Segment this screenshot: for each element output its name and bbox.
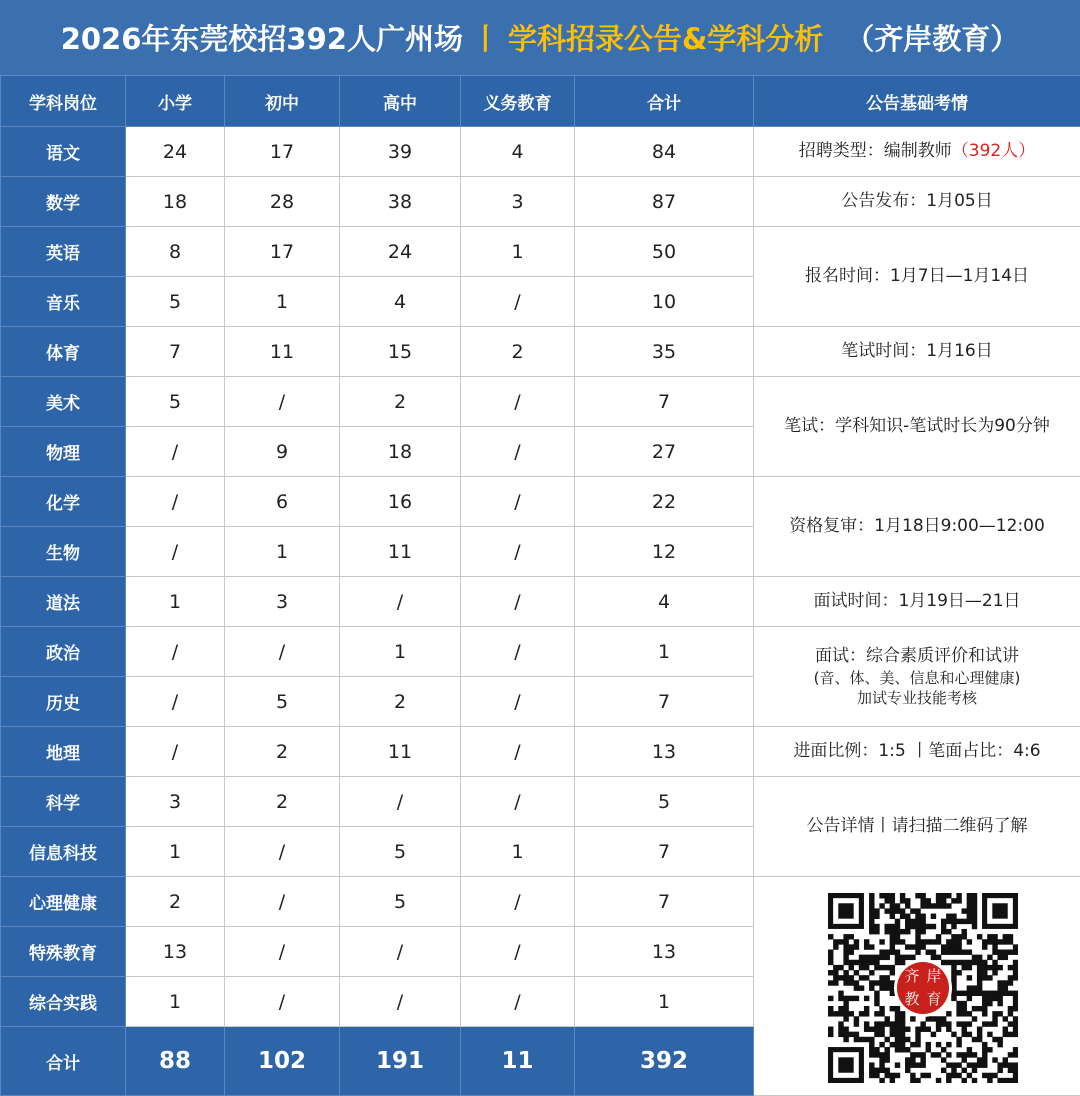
qr-code[interactable] — [828, 893, 1018, 1083]
value-cell: 22 — [575, 477, 754, 527]
qr-logo-char: 教 — [904, 990, 919, 1008]
value-cell: 18 — [126, 177, 225, 227]
total-primary: 88 — [126, 1027, 225, 1096]
value-cell: 24 — [340, 227, 461, 277]
info-recruit-type — [754, 127, 1080, 177]
subject-cell: 道法 — [1, 577, 126, 627]
value-cell: 7 — [126, 327, 225, 377]
value-cell: / — [126, 527, 225, 577]
value-cell: / — [340, 577, 461, 627]
table-row — [1, 227, 1080, 277]
value-cell: 1 — [126, 577, 225, 627]
subject-cell: 数学 — [1, 177, 126, 227]
qr-logo-char: 岸 — [926, 967, 941, 985]
table-row — [1, 327, 1080, 377]
value-cell: 5 — [126, 377, 225, 427]
subject-cell: 美术 — [1, 377, 126, 427]
value-cell: 2 — [340, 677, 461, 727]
value-cell: 1 — [126, 827, 225, 877]
value-cell: 7 — [575, 677, 754, 727]
qr-logo-char: 齐 — [904, 967, 919, 985]
subject-cell: 体育 — [1, 327, 126, 377]
value-cell: 13 — [575, 927, 754, 977]
value-cell: 18 — [340, 427, 461, 477]
value-cell: / — [126, 477, 225, 527]
subject-cell: 特殊教育 — [1, 927, 126, 977]
info-details: 公告详情丨请扫描二维码了解 — [754, 777, 1080, 877]
value-cell: 1 — [340, 627, 461, 677]
value-cell: 39 — [340, 127, 461, 177]
subject-cell: 历史 — [1, 677, 126, 727]
table-row — [1, 377, 1080, 427]
qr-logo-char: 育 — [926, 990, 941, 1008]
value-cell: / — [461, 427, 575, 477]
title-highlight: 学科招录公告&学科分析 — [508, 17, 823, 58]
value-cell: 28 — [225, 177, 340, 227]
qr-code-icon — [828, 893, 1018, 1083]
value-cell: 2 — [225, 777, 340, 827]
table-row — [1, 577, 1080, 627]
subject-cell: 政治 — [1, 627, 126, 677]
header-subject: 学科岗位 — [1, 76, 126, 127]
value-cell: / — [126, 427, 225, 477]
value-cell: 2 — [126, 877, 225, 927]
subject-cell: 信息科技 — [1, 827, 126, 877]
total-all: 392 — [575, 1027, 754, 1096]
value-cell: / — [225, 627, 340, 677]
value-cell: 2 — [461, 327, 575, 377]
value-cell: 6 — [225, 477, 340, 527]
table-row — [1, 477, 1080, 527]
value-cell: 7 — [575, 377, 754, 427]
total-senior: 191 — [340, 1027, 461, 1096]
info-interview-line3: 加试专业技能考核 — [754, 688, 1080, 708]
value-cell: 4 — [340, 277, 461, 327]
value-cell: / — [126, 727, 225, 777]
value-cell: 87 — [575, 177, 754, 227]
value-cell: 5 — [126, 277, 225, 327]
value-cell: 13 — [575, 727, 754, 777]
value-cell: 24 — [126, 127, 225, 177]
value-cell: 12 — [575, 527, 754, 577]
table-header-row — [1, 76, 1080, 127]
value-cell: / — [461, 277, 575, 327]
table-row — [1, 177, 1080, 227]
value-cell: 1 — [575, 627, 754, 677]
value-cell: 13 — [126, 927, 225, 977]
title-separator: 丨 — [471, 17, 500, 58]
value-cell: / — [225, 927, 340, 977]
value-cell: / — [461, 877, 575, 927]
value-cell: 1 — [225, 527, 340, 577]
subject-cell: 地理 — [1, 727, 126, 777]
value-cell: 50 — [575, 227, 754, 277]
header-primary: 小学 — [126, 76, 225, 127]
value-cell: 3 — [126, 777, 225, 827]
value-cell: 1 — [461, 227, 575, 277]
subject-cell: 英语 — [1, 227, 126, 277]
value-cell: 1 — [126, 977, 225, 1027]
subject-cell: 生物 — [1, 527, 126, 577]
info-interview-line2: (音、体、美、信息和心理健康) — [754, 668, 1080, 688]
info-type-label: 招聘类型：编制教师 — [799, 141, 952, 161]
header-info: 公告基础考情 — [754, 76, 1080, 127]
value-cell: 17 — [225, 227, 340, 277]
table-row — [1, 127, 1080, 177]
value-cell: / — [461, 727, 575, 777]
value-cell: 16 — [340, 477, 461, 527]
info-exam-content: 笔试：学科知识-笔试时长为90分钟 — [754, 377, 1080, 477]
value-cell: 5 — [575, 777, 754, 827]
title-org: （齐岸教育） — [845, 17, 1019, 58]
value-cell: 11 — [225, 327, 340, 377]
header-compulsory: 义务教育 — [461, 76, 575, 127]
info-exam-time: 笔试时间：1月16日 — [754, 327, 1080, 377]
title-main: 2026年东莞校招392人广州场 — [61, 17, 463, 58]
value-cell: 4 — [575, 577, 754, 627]
value-cell: 35 — [575, 327, 754, 377]
subject-cell: 物理 — [1, 427, 126, 477]
value-cell: / — [461, 627, 575, 677]
info-publish: 公告发布：1月05日 — [754, 177, 1080, 227]
value-cell: / — [461, 577, 575, 627]
info-ratio: 进面比例：1:5 丨笔面占比：4:6 — [754, 727, 1080, 777]
subject-cell: 综合实践 — [1, 977, 126, 1027]
value-cell: 8 — [126, 227, 225, 277]
info-interview-line1: 面试：综合素质评价和试讲 — [754, 645, 1080, 668]
header-total: 合计 — [575, 76, 754, 127]
subject-cell: 化学 — [1, 477, 126, 527]
value-cell: / — [340, 777, 461, 827]
value-cell: 7 — [575, 877, 754, 927]
value-cell: 1 — [225, 277, 340, 327]
value-cell: / — [340, 927, 461, 977]
subject-cell: 心理健康 — [1, 877, 126, 927]
subject-cell: 科学 — [1, 777, 126, 827]
table-row — [1, 727, 1080, 777]
value-cell: 1 — [461, 827, 575, 877]
table-row — [1, 777, 1080, 827]
page-title — [0, 0, 1080, 75]
totals-label: 合计 — [1, 1027, 126, 1096]
value-cell: 10 — [575, 277, 754, 327]
value-cell: / — [126, 677, 225, 727]
value-cell: / — [225, 977, 340, 1027]
value-cell: / — [461, 677, 575, 727]
info-review: 资格复审：1月18日9:00—12:00 — [754, 477, 1080, 577]
value-cell: 2 — [225, 727, 340, 777]
value-cell: 3 — [225, 577, 340, 627]
value-cell: 11 — [340, 727, 461, 777]
value-cell: 38 — [340, 177, 461, 227]
value-cell: 2 — [340, 377, 461, 427]
value-cell: / — [225, 877, 340, 927]
value-cell: 84 — [575, 127, 754, 177]
value-cell: / — [461, 527, 575, 577]
info-signup: 报名时间：1月7日—1月14日 — [754, 227, 1080, 327]
value-cell: 5 — [225, 677, 340, 727]
value-cell: / — [461, 777, 575, 827]
value-cell: / — [461, 927, 575, 977]
value-cell: 17 — [225, 127, 340, 177]
table-row — [1, 627, 1080, 677]
value-cell: 1 — [575, 977, 754, 1027]
value-cell: 27 — [575, 427, 754, 477]
value-cell: / — [225, 827, 340, 877]
value-cell: 5 — [340, 877, 461, 927]
value-cell: / — [340, 977, 461, 1027]
value-cell: 5 — [340, 827, 461, 877]
info-type-count: （392人） — [952, 141, 1035, 161]
total-junior: 102 — [225, 1027, 340, 1096]
value-cell: / — [461, 477, 575, 527]
info-interview-content — [754, 627, 1080, 727]
value-cell: / — [461, 977, 575, 1027]
total-compulsory: 11 — [461, 1027, 575, 1096]
value-cell: 15 — [340, 327, 461, 377]
value-cell: / — [461, 377, 575, 427]
value-cell: 9 — [225, 427, 340, 477]
subject-cell: 音乐 — [1, 277, 126, 327]
value-cell: 3 — [461, 177, 575, 227]
subject-cell: 语文 — [1, 127, 126, 177]
value-cell: / — [126, 627, 225, 677]
value-cell: / — [225, 377, 340, 427]
value-cell: 4 — [461, 127, 575, 177]
header-junior: 初中 — [225, 76, 340, 127]
value-cell: 11 — [340, 527, 461, 577]
value-cell: 7 — [575, 827, 754, 877]
header-senior: 高中 — [340, 76, 461, 127]
info-interview-time: 面试时间：1月19日—21日 — [754, 577, 1080, 627]
